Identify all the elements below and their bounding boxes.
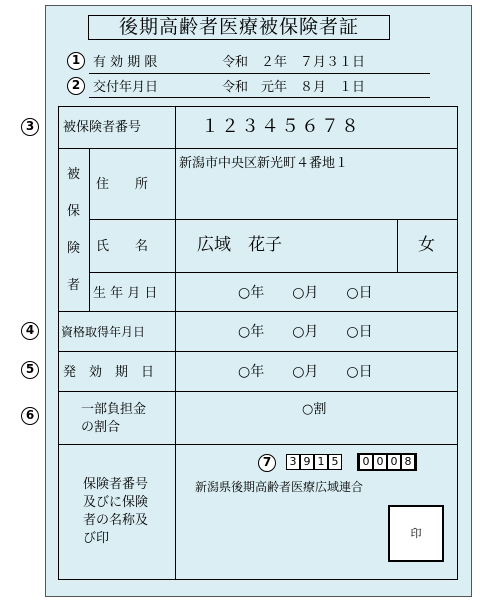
insurer-digit-3: 1 bbox=[314, 454, 328, 470]
table-right bbox=[457, 106, 458, 580]
group-divider bbox=[89, 148, 90, 311]
name-label: 氏 名 bbox=[96, 239, 149, 254]
insurer-digit-8: 8 bbox=[401, 454, 415, 470]
row-line-4 bbox=[58, 311, 458, 312]
gender-value: 女 bbox=[418, 235, 435, 255]
marker-5: 5 bbox=[21, 361, 39, 379]
insured-number-value: １２３４５６７８ bbox=[201, 116, 361, 137]
group-char-3: 険 bbox=[67, 241, 81, 256]
issue-underline bbox=[89, 97, 430, 98]
validity-value: 令和 ２年 ７月３１日 bbox=[222, 55, 366, 70]
row-line-1 bbox=[58, 148, 458, 149]
insurer-digit-2: 9 bbox=[300, 454, 314, 470]
address-label: 住 所 bbox=[96, 177, 149, 192]
insured-number-label: 被保険者番号 bbox=[63, 120, 142, 135]
insurer-label-3: 者の名称及 bbox=[83, 513, 149, 528]
birth-label: 生 年 月 日 bbox=[93, 286, 158, 301]
group-char-4: 者 bbox=[67, 278, 81, 293]
issue-date-label: 交付年月日 bbox=[93, 80, 159, 95]
insurer-label-4: び印 bbox=[83, 531, 110, 546]
marker-2: 2 bbox=[67, 77, 85, 95]
qualification-label: 資格取得年月日 bbox=[61, 325, 146, 339]
address-value: 新潟市中央区新光町４番地１ bbox=[179, 156, 349, 171]
row-line-2 bbox=[89, 219, 458, 220]
insurer-digit-1: 3 bbox=[286, 454, 300, 470]
insurer-name: 新潟県後期高齢者医療広域連合 bbox=[195, 480, 364, 494]
table-bottom bbox=[58, 579, 458, 580]
insurer-digit-4: 5 bbox=[328, 454, 342, 470]
row-line-3 bbox=[89, 272, 458, 273]
marker-1: 1 bbox=[67, 52, 85, 70]
card-title: 後期高齢者医療被保険者証 bbox=[88, 15, 390, 40]
label-divider bbox=[175, 106, 176, 580]
marker-6: 6 bbox=[21, 407, 39, 425]
insurer-label-2: 及びに保険 bbox=[83, 495, 149, 510]
group-char-2: 保 bbox=[67, 204, 81, 219]
table-top bbox=[58, 106, 458, 107]
validity-underline bbox=[89, 73, 430, 74]
effective-label: 発 効 期 日 bbox=[63, 365, 155, 380]
issue-date-value: 令和 元年 ８月 １日 bbox=[222, 80, 366, 95]
birth-value: ○年 ○月 ○日 bbox=[238, 285, 373, 301]
table-left bbox=[58, 106, 59, 580]
insurer-digit-7: 0 bbox=[387, 454, 401, 470]
seal-box: 印 bbox=[388, 505, 444, 562]
insurer-digit-5: 0 bbox=[359, 454, 373, 470]
copay-value: ○割 bbox=[302, 402, 327, 417]
copay-label-2: の割合 bbox=[81, 420, 121, 435]
group-char-1: 被 bbox=[67, 167, 81, 182]
validity-label: 有 効 期 限 bbox=[93, 55, 158, 70]
marker-7: 7 bbox=[258, 454, 276, 472]
marker-3: 3 bbox=[21, 118, 39, 136]
row-line-7 bbox=[58, 444, 458, 445]
row-line-5 bbox=[58, 351, 458, 352]
qualification-value: ○年 ○月 ○日 bbox=[238, 324, 373, 340]
insurer-label-1: 保険者番号 bbox=[83, 477, 149, 492]
name-value: 広域 花子 bbox=[197, 235, 282, 255]
gender-divider bbox=[397, 219, 398, 272]
insurer-digit-6: 0 bbox=[373, 454, 387, 470]
copay-label-1: 一部負担金 bbox=[81, 402, 147, 417]
insurer-number-highlight bbox=[357, 453, 417, 471]
marker-4: 4 bbox=[21, 322, 39, 340]
row-line-6 bbox=[58, 391, 458, 392]
effective-value: ○年 ○月 ○日 bbox=[238, 364, 373, 380]
